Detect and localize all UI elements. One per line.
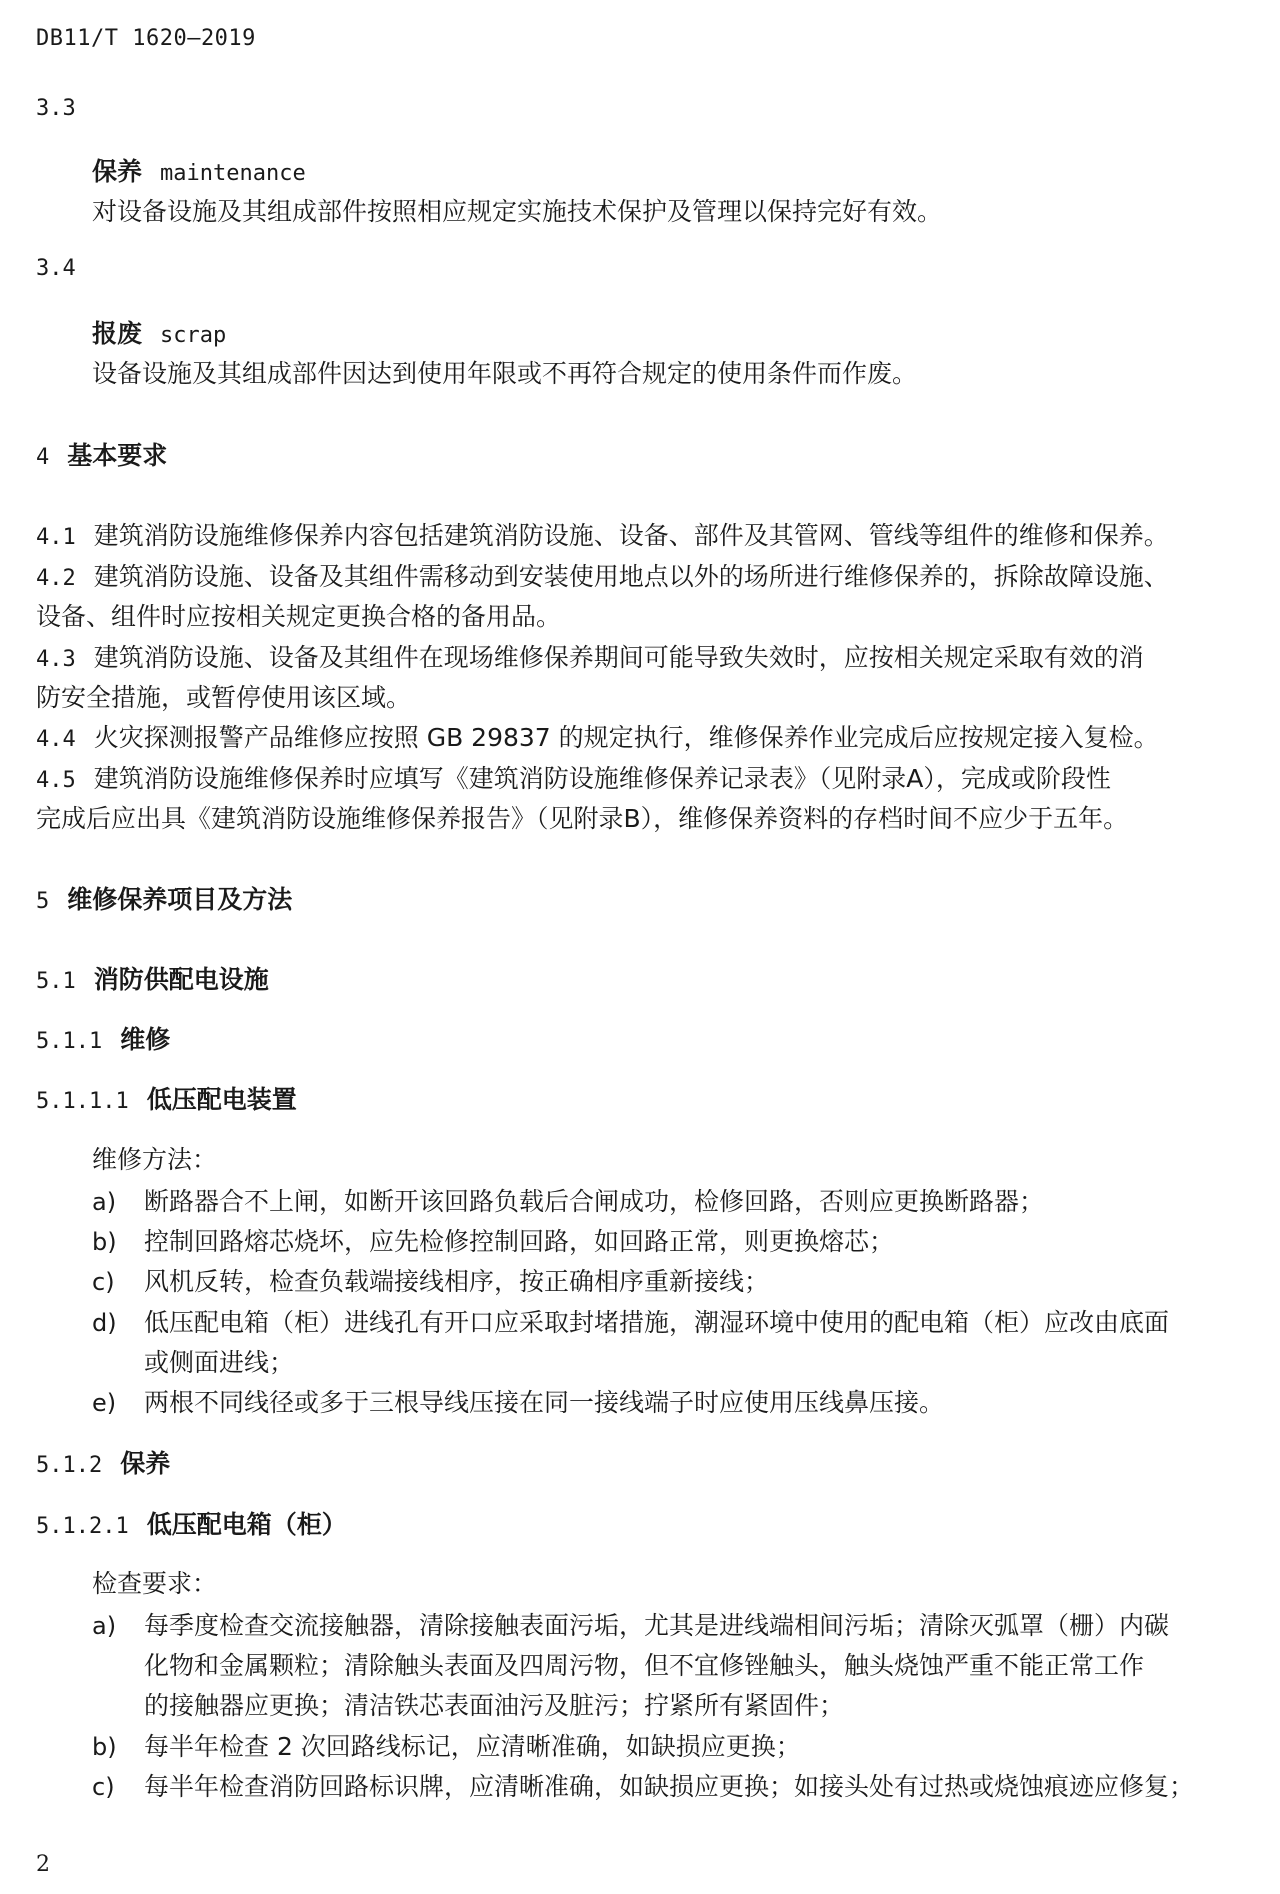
standard-code: DB11/T 1620—2019 xyxy=(36,26,256,51)
term-title xyxy=(92,314,226,350)
page-number: 2 xyxy=(36,1852,50,1877)
term-definition: 设备设施及其组成部件因达到使用年限或不再符合规定的使用条件而作废。 xyxy=(92,359,918,388)
clause: 4.2 建筑消防设施、设备及其组件需移动到安装使用地点以外的场所进行维修保养的，拆除故障设施、 xyxy=(36,562,1169,591)
term-definition: 对设备设施及其组成部件按照相应规定实施技术保护及管理以保持完好有效。 xyxy=(92,197,943,226)
clause: 4.5 建筑消防设施维修保养时应填写《建筑消防设施维修保养记录表》（见附录A），完成或阶段性 xyxy=(36,764,1111,793)
list-item: d) 低压配电箱（柜）进线孔有开口应采取封堵措施，潮湿环境中使用的配电箱（柜）应改由底面 xyxy=(92,1308,1170,1337)
term-number: 3.3 xyxy=(36,96,76,121)
term-title xyxy=(92,152,306,188)
list-item: b) 每半年检查 2 次回路线标记，应清晰准确，如缺损应更换； xyxy=(92,1732,801,1761)
list-item-continuation: 或侧面进线； xyxy=(144,1348,295,1377)
subsection-heading: 5.1 消防供配电设施 xyxy=(36,965,269,994)
term-en: maintenance xyxy=(160,161,306,186)
list-item: c) 每半年检查消防回路标识牌，应清晰准确，如缺损应更换；如接头处有过热或烧蚀痕迹应修复； xyxy=(92,1772,1195,1801)
check-label: 检查要求： xyxy=(92,1569,218,1598)
subsection-heading: 5.1.2 保养 xyxy=(36,1449,171,1478)
clause: 4.3 建筑消防设施、设备及其组件在现场维修保养期间可能导致失效时，应按相关规定采取有效的消 xyxy=(36,643,1144,672)
subsection-heading: 5.1.1.1 低压配电装置 xyxy=(36,1085,297,1114)
list-item: c) 风机反转，检查负载端接线相序，按正确相序重新接线； xyxy=(92,1267,770,1296)
term-number: 3.4 xyxy=(36,256,76,281)
subsection-heading: 5.1.1 维修 xyxy=(36,1025,171,1054)
clause-continuation: 完成后应出具《建筑消防设施维修保养报告》（见附录B），维修保养资料的存档时间不应少于五年。 xyxy=(36,804,1129,833)
subsection-heading: 5.1.2.1 低压配电箱（柜） xyxy=(36,1510,347,1539)
list-item: a) 断路器合不上闸，如断开该回路负载后合闸成功，检修回路，否则应更换断路器； xyxy=(92,1187,1045,1216)
clause: 4.1 建筑消防设施维修保养内容包括建筑消防设施、设备、部件及其管网、管线等组件的维修和保养。 xyxy=(36,521,1169,550)
clause-continuation: 设备、组件时应按相关规定更换合格的备用品。 xyxy=(36,602,562,631)
term-zh: 报废 xyxy=(92,319,143,348)
method-label: 维修方法： xyxy=(92,1145,218,1174)
list-item: b) 控制回路熔芯烧坏，应先检修控制回路，如回路正常，则更换熔芯； xyxy=(92,1227,895,1256)
list-item: e) 两根不同线径或多于三根导线压接在同一接线端子时应使用压线鼻压接。 xyxy=(92,1388,945,1417)
list-item: a) 每季度检查交流接触器，清除接触表面污垢，尤其是进线端相间污垢；清除灭弧罩（栅）内碳 xyxy=(92,1611,1170,1640)
term-zh: 保养 xyxy=(92,157,143,186)
section-heading: 5 维修保养项目及方法 xyxy=(36,885,293,914)
list-item-continuation: 化物和金属颗粒；清除触头表面及四周污物，但不宜修锉触头，触头烧蚀严重不能正常工作 xyxy=(144,1651,1145,1680)
clause: 4.4 火灾探测报警产品维修应按照 GB 29837 的规定执行，维修保养作业完成后应按规定接入复检。 xyxy=(36,723,1159,752)
term-en: scrap xyxy=(160,323,227,348)
section-heading: 4 基本要求 xyxy=(36,441,168,470)
clause-continuation: 防安全措施，或暂停使用该区域。 xyxy=(36,683,412,712)
list-item-continuation: 的接触器应更换；清洁铁芯表面油污及脏污；拧紧所有紧固件； xyxy=(144,1691,845,1720)
